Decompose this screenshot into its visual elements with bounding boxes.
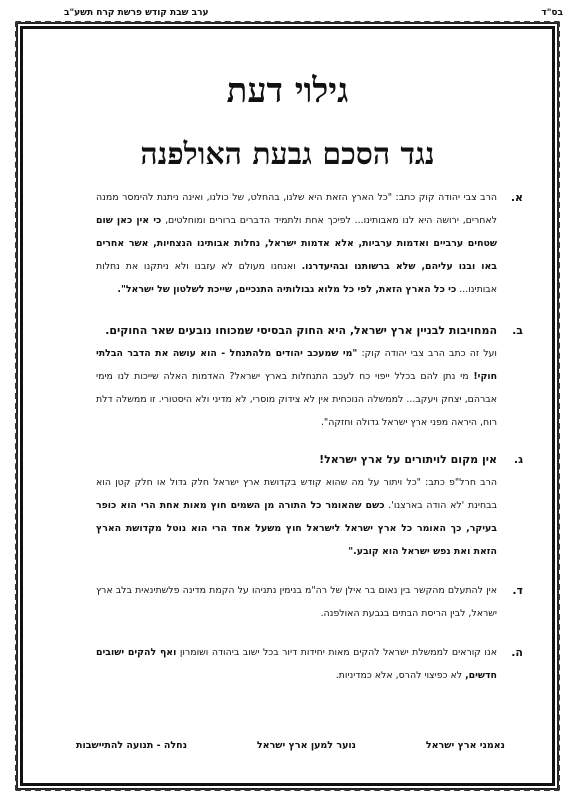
section-c: [96, 448, 523, 563]
page-subtitle: נגד הסכם גבעת האולפנה: [140, 137, 435, 172]
header-bsd: בס"ד: [541, 8, 563, 18]
section-bold-text: "מי שמעכב יהודים מלהתנחל - הוא עושה את הדבר הבלתי חוקי!: [96, 348, 498, 382]
section-text: ואנחנו מעולם לא עזבנו ולא ניתקנו את נחלות אבותינו...: [96, 261, 497, 295]
section-e: [96, 641, 523, 687]
section-text: לא כפיצוי להרס, אלא כמדיניות.: [335, 670, 463, 681]
section-bold-text: ואף להקים ישובים חדשים,: [96, 647, 497, 681]
section-number: ה.: [511, 646, 523, 659]
signatures: [76, 740, 505, 751]
section-bold-text: כי אין כאן שום שטחים ערביים ואדמות ערביות, אלא אדמות ישראל, נחלות אבותינו הנצחיות, אשר אחרים באו ובנו עליהם, שלא ברשותנו ובהיעדרנו.: [96, 215, 498, 272]
signature-2: נוער למען ארץ ישראל: [256, 740, 356, 751]
signature-1: נאמני ארץ ישראל: [425, 740, 505, 751]
section-heading: המחויבות לבניין ארץ ישראל, היא החוק הבסיסי שמכוחו נובעים שאר החוקים.: [105, 324, 497, 337]
section-number: ג.: [513, 453, 523, 466]
section-heading: אין מקום לויתורים על ארץ ישראל!: [319, 453, 497, 466]
section-d: [96, 579, 523, 625]
section-text: ועל זה כתב הרב צבי יהודה קוק:: [361, 348, 497, 359]
signature-3: נחלה - תנועה להתיישבות: [76, 740, 188, 751]
section-number: ב.: [512, 324, 523, 337]
section-text: אנו קוראים לממשלת ישראל להקים מאות יחידות דיור בכל ישוב ביהודה ושומרון: [179, 647, 498, 658]
section-text: מי נתן להם בכלל ייפוי כח לעכב התנחלות בארץ ישראל? האדמות האלה שייכות לנו מימי אברהם, יצחק ויעקב... לממשלה הנוכחית אין לא צידוק מוסרי, לא מדיני ולא היסטורי. זו ממשלה דלת רוח, היראה מפני ארץ ישראל גדולה וחזקה".: [96, 371, 497, 428]
document-body: [96, 186, 523, 701]
section-number: ד.: [512, 584, 523, 597]
page-title: גילוי דעת: [226, 71, 349, 111]
section-a: [96, 186, 523, 301]
section-text: אין להתעלם מהקשר בין נאום בר אילן של רה"מ בנימין נתניהו על הקמת מדינה פלשתינאית בלב ארץ ישראל, לבין הריסת הבתים בגבעת האולפנה.: [96, 585, 497, 619]
section-bold-text: כשם שהאומר כל התורה מן השמים חוץ מאות אחת הרי הוא כופר בעיקר, כך האומר כל ארץ ישראל לישראל חוץ משעל אחד הרי הוא נוטל מקדושת הארץ הזאת ואת נפש ישראל הוא קובע.": [96, 500, 497, 557]
section-text: הרב צבי יהודה קוק כתב: "כל הארץ הזאת היא שלנו, בהחלט, של כולנו, ואינה ניתנת להימסר ממנה לאחרים, ירושה היא לנו מאבותינו... לפיכך אחת ולתמיד הדברים ברורים ומוחלטים,: [96, 192, 498, 226]
section-b: [96, 319, 523, 434]
header-date: ערב שבת קודש פרשת קרח תשע"ב: [64, 8, 209, 18]
section-bold-text: כי כל הארץ הזאת, לפי כל מלוא גבולותיה התנכיים, שייכת לשלטון של ישראל".: [117, 284, 457, 295]
section-text: הרב חרל"פ כתב: "כל ויתור על מה שהוא קודש בקדושת ארץ ישראל חלק גדול או חלק קטן הוא בבחינת 'לא הודה בארצנו'.: [96, 477, 497, 511]
section-number: א.: [510, 191, 523, 204]
